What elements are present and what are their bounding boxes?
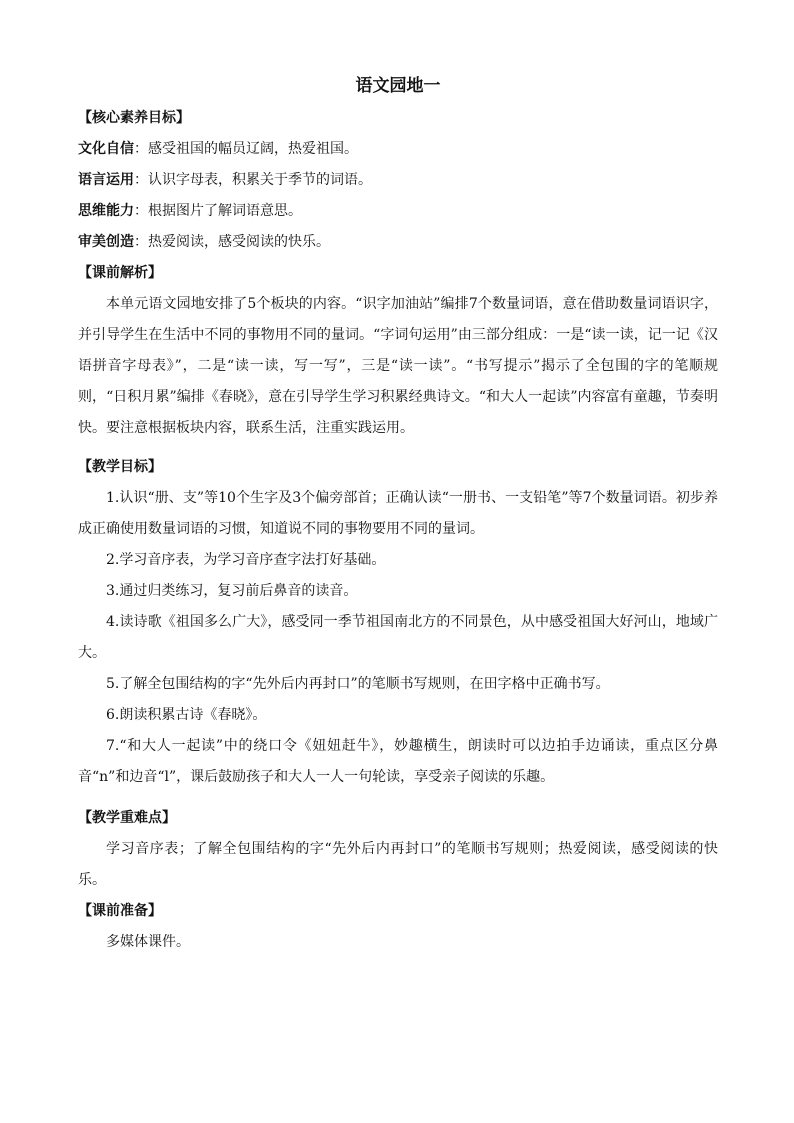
core-goal-item — [78, 227, 718, 258]
objective-item: 7.“和大人一起读”中的绕口令《妞妞赶牛》，妙趣横生，朗读时可以边拍手边诵读，重点区分鼻音“n”和边音“l”，课后鼓励孩子和大人一人一句轮读，享受亲子阅读的乐趣。 — [78, 738, 718, 785]
core-goal-label: 审美创造 — [78, 234, 134, 250]
preparation-heading: 【课前准备】 — [78, 903, 162, 919]
core-goal-text: ：根据图片了解词语意思。 — [134, 203, 302, 219]
analysis-paragraph: 本单元语文园地安排了5个板块的内容。“识字加油站”编排7个数量词语，意在借助数量词语识字，并引导学生在生活中不同的事物用不同的量词。“字词句运用”由三部分组成：一是“读一读，记一记《汉语拼音字母表》”，二是“读一读，写一写”，三是“读一读”。“书写提示”揭示了全包围的字的笔顺规则，“日积月累”编排《春晓》，意在引导学生学习积累经典诗文。“和大人一起读”内容富有童趣，节奏明快。要注意根据板块内容，联系生活，注重实践运用。 — [78, 296, 718, 436]
objective-item: 4.读诗歌《祖国多么广大》，感受同一季节祖国南北方的不同景色，从中感受祖国大好河山，地域广大。 — [78, 614, 718, 661]
document-page — [78, 72, 718, 958]
key-points-paragraph: 学习音序表；了解全包围结构的字“先外后内再封口”的笔顺书写规则；热爱阅读，感受阅读的快乐。 — [78, 841, 718, 888]
objectives-heading: 【教学目标】 — [78, 459, 162, 475]
core-goal-item — [78, 134, 718, 165]
objective-item: 1.认识“册、支”等10个生字及3个偏旁部首；正确认读“一册书、一支铅笔”等7个数量词语。初步养成正确使用数量词语的习惯，知道说不同的事物要用不同的量词。 — [78, 490, 718, 537]
objective-item: 5.了解全包围结构的字“先外后内再封口”的笔顺书写规则，在田字格中正确书写。 — [106, 676, 610, 692]
core-goal-text: ：认识字母表，积累关于季节的词语。 — [134, 172, 372, 188]
analysis-heading: 【课前解析】 — [78, 265, 162, 281]
objective-item: 2.学习音序表，为学习音序查字法打好基础。 — [106, 552, 386, 568]
objective-item: 6.朗读积累古诗《春晓》。 — [106, 707, 267, 723]
core-goal-item — [78, 196, 718, 227]
preparation-paragraph: 多媒体课件。 — [106, 934, 190, 950]
core-goal-text: ：热爱阅读，感受阅读的快乐。 — [134, 234, 330, 250]
core-goal-label: 思维能力 — [78, 203, 134, 219]
document-title: 语文园地一 — [355, 76, 441, 96]
objective-item: 3.通过归类练习，复习前后鼻音的读音。 — [106, 583, 358, 599]
key-points-heading: 【教学重难点】 — [78, 810, 176, 826]
core-goal-item — [78, 165, 718, 196]
core-goals-heading: 【核心素养目标】 — [78, 110, 190, 126]
core-goal-label: 文化自信 — [78, 141, 134, 157]
core-goal-text: ：感受祖国的幅员辽阔，热爱祖国。 — [134, 141, 358, 157]
core-goal-label: 语言运用 — [78, 172, 134, 188]
